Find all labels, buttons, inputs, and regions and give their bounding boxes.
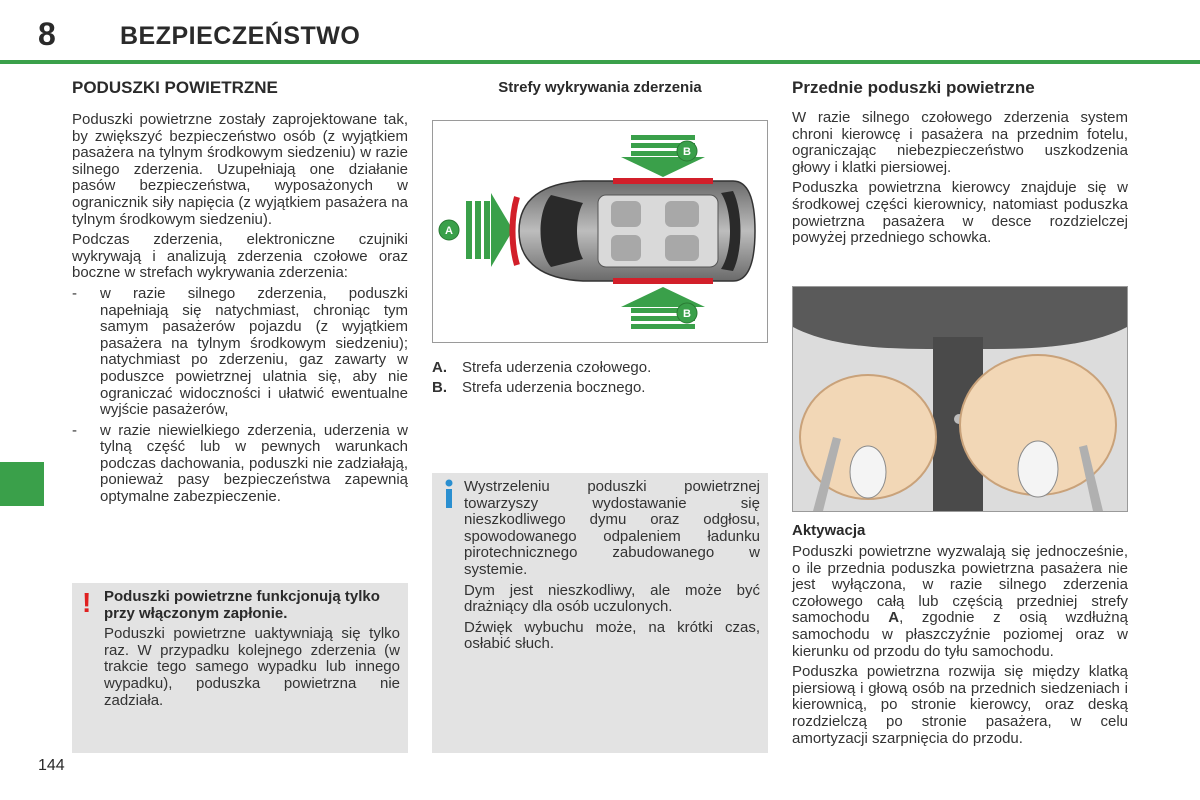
- page-number: 144: [38, 757, 65, 774]
- front-airbags-location-paragraph: Poduszka powietrzna kierowcy znajduje się w środkowej części kierownicy, natomiast poduszka powietrzna pasażera w desce rozdzielczej powyżej przedniego schowka.: [792, 179, 1128, 247]
- badge-b-top-label: B: [683, 146, 691, 158]
- list-item: [72, 286, 408, 419]
- bullet-text: w razie silnego zderzenia, poduszki napełniają się natychmiast, chroniąc tym samym pasażerów pojazdu (z wyjątkiem pasażera na tylnym środkowym siedzeniu); natychmiast po zderzeniu, gaz zawarty w poduszce powietrznej ulatnia się, aby nie ograniczać widoczności i ułatwić ewentualne wyjście pasażerów,: [100, 284, 408, 419]
- info-paragraph: Wystrzeleniu poduszki powietrznej towarzyszy wydostawanie się nieszkodliwego dymu oraz odgłosu, spowodowanego odpaleniem ładunku pirotechnicznego zabudowanego w systemie.: [464, 478, 760, 578]
- left-column: [72, 78, 408, 506]
- warning-text: Poduszki powietrzne uaktywniają się tylko raz. W przypadku kolejnego zderzenia (w trakcie tego samego wypadku lub innego wypadku), poduszka powietrzna nie zadziała.: [104, 625, 400, 709]
- right-column: [792, 78, 1128, 247]
- info-paragraph: Dym jest nieszkodliwy, ale może być drażniący dla osób uczulonych.: [464, 581, 760, 616]
- chapter-title: BEZPIECZEŃSTWO: [120, 22, 361, 50]
- legend-key: B.: [432, 379, 447, 396]
- frontal-arrow-icon: [466, 193, 513, 267]
- chapter-number: 8: [38, 16, 56, 52]
- info-paragraph: Dźwięk wybuchu może, na krótki czas, osłabić słuch.: [464, 618, 760, 653]
- deployment-paragraph: Poduszka powietrzna rozwija się między klatką piersiową i głową osób na przednich siedzeniach i kierownicą, po stronie kierowcy, oraz deską rozdzielczą po stronie pasażera, w celu amortyzacji szarpnięcia do przodu.: [792, 663, 1128, 747]
- legend-text: Strefa uderzenia bocznego.: [462, 379, 646, 396]
- activation-text-end: , zgodnie z osią wzdłużną samochodu w płaszczyźnie poziomej oraz w kierunku od przodu do tyłu samochodu.: [792, 609, 1128, 660]
- header-rule: [0, 60, 1200, 64]
- legend-item-a: [432, 358, 768, 378]
- intro-paragraph: Poduszki powietrzne zostały zaprojektowane tak, by zwiększyć bezpieczeństwo osób (z wyjątkiem pasażera na tylnym środkowym siedzeniu) w razie silnego zderzenia. Uzupełniają one działanie pasów bezpieczeństwa, wyposażonych w ogranicznik siły napięcia (z wyjątkiem pasażera na tylnym środkowym siedzeniu).: [72, 111, 408, 228]
- diagram-legend: [432, 358, 768, 398]
- bullet-text: w razie niewielkiego zderzenia, uderzenia w tylną część lub w pewnych warunkach podczas dachowania, poduszki nie zadziałają, ponieważ pasy bezpieczeństwa zapewnią optymalne zabezpieczenie.: [100, 421, 408, 506]
- warning-box: [72, 583, 408, 753]
- info-box: [432, 473, 768, 753]
- badge-a-label: A: [445, 225, 453, 237]
- activation-title: Aktywacja: [792, 522, 866, 539]
- sensors-paragraph: Podczas zderzenia, elektroniczne czujniki wykrywają i analizują zderzenia czołowe oraz boczne w strefach wykrywania zderzenia:: [72, 231, 408, 282]
- deployed-airbags-illustration: [793, 287, 1127, 511]
- front-airbags-paragraph: W razie silnego czołowego zderzenia system chroni kierowcę i pasażera na przednim fotelu, ograniczając niebezpieczeństwo uszkodzenia głowy i klatki piersiowej.: [792, 109, 1128, 176]
- bullet-marker: -: [72, 421, 77, 439]
- badge-b-bottom-icon: [677, 303, 697, 323]
- activation-zone-key: A: [888, 609, 900, 627]
- list-item: [72, 423, 408, 506]
- car-top-view-illustration: [433, 121, 767, 342]
- airbags-illustration: [792, 286, 1128, 512]
- section-title-front-airbags: Przednie poduszki powietrzne: [792, 78, 1035, 97]
- car-icon: [519, 181, 755, 281]
- passenger-head-shape: [1018, 441, 1058, 497]
- bullet-marker: -: [72, 284, 77, 302]
- legend-text: Strefa uderzenia czołowego.: [462, 359, 652, 376]
- legend-key: A.: [432, 359, 447, 376]
- driver-head-shape: [850, 446, 886, 498]
- badge-b-top-icon: [677, 141, 697, 161]
- legend-item-b: [432, 378, 768, 398]
- badge-a-icon: [439, 220, 459, 240]
- crash-zones-diagram: [432, 120, 768, 343]
- info-icon: [442, 479, 456, 509]
- warning-icon: !: [82, 587, 92, 618]
- frontal-zone-marker: [513, 197, 518, 265]
- badge-b-bottom-label: B: [683, 308, 691, 320]
- warning-title: Poduszki powietrzne funkcjonują tylko przy włączonym zapłonie.: [104, 588, 380, 622]
- activation-paragraph: [792, 544, 1128, 660]
- chapter-side-tab: [0, 462, 44, 506]
- section-title-airbags: PODUSZKI POWIETRZNE: [72, 78, 278, 97]
- activation-section: [792, 522, 1128, 747]
- zones-title: Strefy wykrywania zderzenia: [498, 79, 702, 96]
- activation-text-start: Poduszki powietrzne wyzwalają się jednocześnie, o ile przednia poduszka powietrzna pasażera nie jest wyłączona, w razie silnego zderzenia czołowego całą lub częścią przedniej strefy samochodu: [792, 543, 1128, 627]
